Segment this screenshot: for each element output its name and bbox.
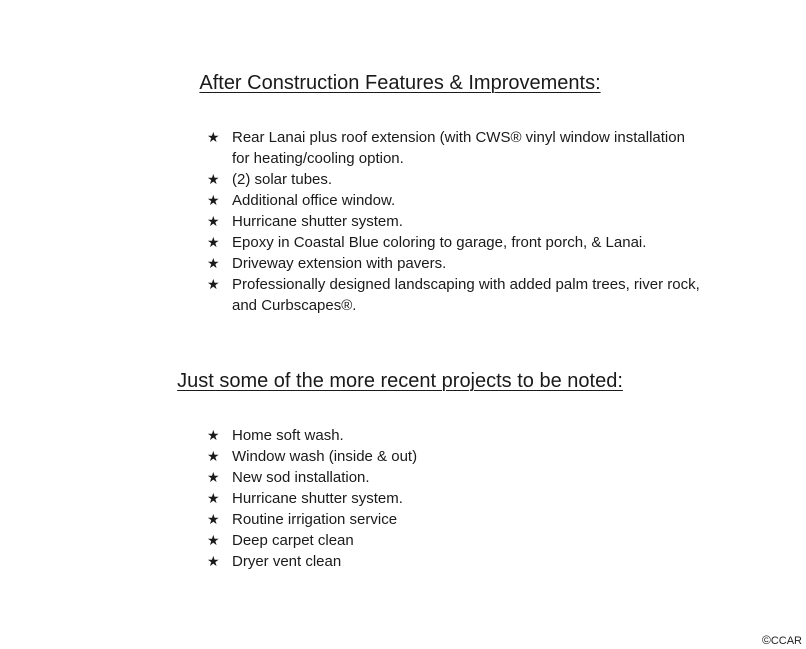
list-item-text: Professionally designed landscaping with added palm trees, river rock, and Curbscapes®. bbox=[232, 276, 700, 314]
list-item-text: Routine irrigation service bbox=[232, 511, 398, 528]
star-icon: ★ bbox=[207, 532, 220, 548]
list-item-text: Home soft wash. bbox=[232, 427, 344, 444]
star-icon: ★ bbox=[207, 234, 220, 250]
list-item bbox=[207, 467, 707, 488]
features-list bbox=[207, 127, 707, 316]
list-item-text: Additional office window. bbox=[232, 192, 396, 209]
list-item bbox=[207, 530, 707, 551]
list-item-text: Deep carpet clean bbox=[232, 532, 354, 549]
star-icon: ★ bbox=[207, 511, 220, 527]
copyright-symbol: © bbox=[761, 633, 771, 647]
list-item-text: New sod installation. bbox=[232, 469, 370, 486]
star-icon: ★ bbox=[207, 213, 220, 229]
star-icon: ★ bbox=[207, 192, 220, 208]
list-item bbox=[207, 232, 707, 253]
star-icon: ★ bbox=[207, 490, 220, 506]
list-item bbox=[207, 551, 707, 572]
list-item bbox=[207, 488, 707, 509]
star-icon: ★ bbox=[207, 129, 220, 145]
copyright-text: CCAR bbox=[770, 635, 802, 647]
list-item bbox=[207, 253, 707, 274]
star-icon: ★ bbox=[207, 448, 220, 464]
star-icon: ★ bbox=[207, 469, 220, 485]
list-item bbox=[207, 190, 707, 211]
list-item bbox=[207, 509, 707, 530]
list-item-text: Dryer vent clean bbox=[232, 553, 342, 570]
star-icon: ★ bbox=[207, 276, 220, 292]
section-title-features: After Construction Features & Improvements: bbox=[199, 72, 601, 94]
list-item bbox=[207, 274, 707, 316]
list-item bbox=[207, 446, 707, 467]
list-item bbox=[207, 211, 707, 232]
list-item-text: Window wash (inside & out) bbox=[232, 448, 418, 465]
star-icon: ★ bbox=[207, 553, 220, 569]
star-icon: ★ bbox=[207, 427, 220, 443]
list-item bbox=[207, 169, 707, 190]
list-item-text: Hurricane shutter system. bbox=[232, 490, 403, 507]
list-item-text: Rear Lanai plus roof extension (with CWS® vinyl window installation for heating/cooling option. bbox=[232, 129, 685, 167]
list-item bbox=[207, 127, 707, 169]
copyright-notice bbox=[762, 633, 802, 647]
list-item-text: Driveway extension with pavers. bbox=[232, 255, 447, 272]
star-icon: ★ bbox=[207, 255, 220, 271]
list-item-text: Epoxy in Coastal Blue coloring to garage, front porch, & Lanai. bbox=[232, 234, 647, 251]
list-item-text: Hurricane shutter system. bbox=[232, 213, 403, 230]
list-item-text: (2) solar tubes. bbox=[232, 171, 333, 188]
recent-projects-list bbox=[207, 425, 707, 572]
star-icon: ★ bbox=[207, 171, 220, 187]
section-title-recent-projects: Just some of the more recent projects to be noted: bbox=[177, 370, 623, 392]
list-item bbox=[207, 425, 707, 446]
